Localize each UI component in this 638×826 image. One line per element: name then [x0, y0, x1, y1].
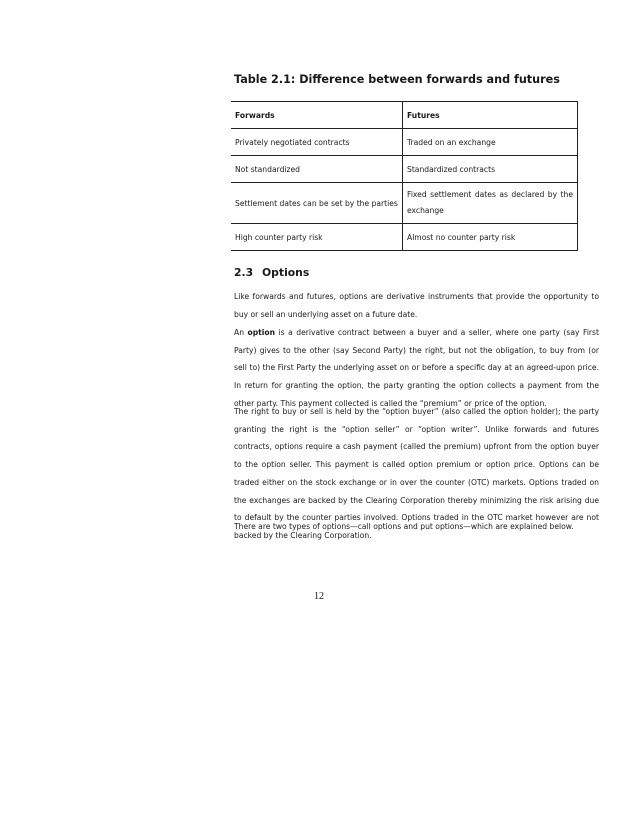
table-caption: Table 2.1: Difference between forwards and futures: [234, 73, 560, 86]
table-cell: Privately negotiated contracts: [231, 129, 403, 156]
table-row: [231, 156, 578, 183]
table-row: [231, 183, 578, 224]
table-cell: High counter party risk: [231, 224, 403, 251]
table-cell: Not standardized: [231, 156, 403, 183]
table-cell: Fixed settlement dates as declared by the exchange: [403, 183, 578, 224]
table-cell: Traded on an exchange: [403, 129, 578, 156]
table-header-row: [231, 102, 578, 129]
comparison-table: [231, 101, 578, 251]
paragraph-option-types: There are two types of options—call options and put options—which are explained below.: [234, 522, 574, 531]
paragraph-option-parties: The right to buy or sell is held by the “option buyer” (also called the option holder); the party granting the right is the “option seller” or “option writer”. Unlike forwards and futures contracts, options require a cash payment (called the premium) upfront from the option buyer to the option seller. This payment is called option premium or option price. Options can be traded either on the stock exchange or in over the counter (OTC) markets. Options traded on the exchanges are backed by the Clearing Corporation thereby minimizing the risk arising due to default by the counter parties involved. Options traded in the OTC market however are not backed by the Clearing Corporation.: [234, 407, 599, 540]
section-title: Options: [262, 266, 310, 279]
paragraph-intro: Like forwards and futures, options are derivative instruments that provide the opportunity to buy or sell an underlying asset on a future date.: [234, 292, 599, 319]
section-number: 2.3: [234, 266, 254, 279]
term-option: option: [247, 328, 276, 337]
header-futures: Futures: [403, 102, 578, 129]
table-cell: Standardized contracts: [403, 156, 578, 183]
table-cell: Settlement dates can be set by the parties: [231, 183, 403, 224]
table-cell: Almost no counter party risk: [403, 224, 578, 251]
table-row: [231, 224, 578, 251]
table-row: [231, 129, 578, 156]
paragraph-option-definition: [234, 324, 599, 413]
header-forwards: Forwards: [231, 102, 403, 129]
section-heading: [234, 266, 309, 279]
paragraph-prefix: An: [234, 328, 248, 337]
paragraph-body: is a derivative contract between a buyer and a seller, where one party (say First Party) gives to the other (say Second Party) the right, but not the obligation, to buy from (or sell to) the First Party the underlying asset on or before a specific day at an agreed-upon price. In return for granting the option, the party granting the option collects a payment from the other party. This payment collected is called the “premium” or price of the option.: [234, 328, 599, 408]
page-number: 12: [314, 591, 324, 602]
